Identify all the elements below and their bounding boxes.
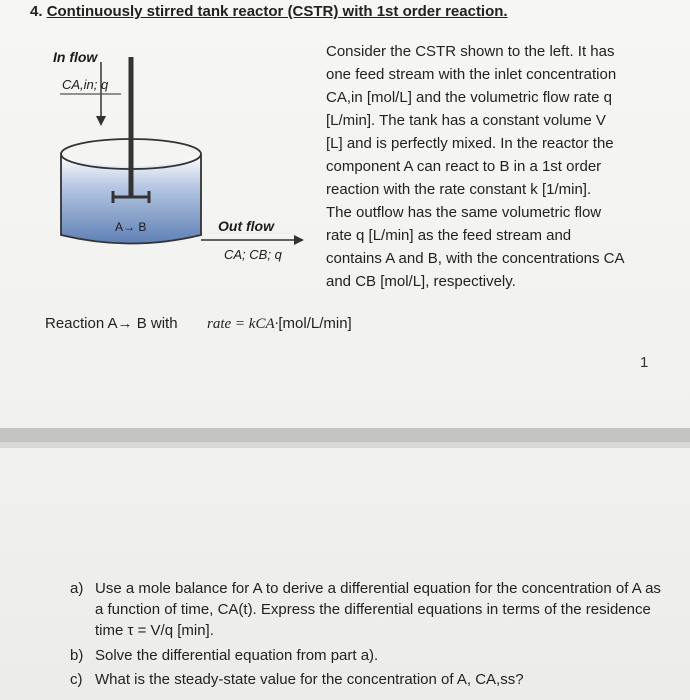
rate-formula: rate = kCA·	[207, 316, 279, 332]
description-line: Consider the CSTR shown to the left. It has	[326, 43, 615, 60]
question-label: c)	[70, 671, 83, 688]
question-item	[70, 578, 670, 641]
description-line: one feed stream with the inlet concentration	[326, 66, 617, 83]
problem-title: Continuously stirred tank reactor (CSTR) with 1st order reaction.	[46, 3, 508, 20]
question-list	[70, 578, 670, 690]
problem-number: 4.	[30, 3, 43, 20]
outflow-label: Out flow	[218, 218, 274, 234]
rate-unit: [mol/L/min]	[278, 315, 352, 332]
question-text: What is the steady-state value for the concentration of A, CA,ss?	[95, 671, 524, 688]
page-divider-shadow	[0, 442, 690, 448]
description-line: CA,in [mol/L] and the volumetric flow rate q	[326, 89, 612, 106]
outflow-arrow-icon	[294, 235, 304, 245]
description-line: reaction with the rate constant k [1/min].	[326, 181, 592, 198]
question-label: a)	[70, 580, 84, 597]
reaction-statement: Reaction A→ B with	[45, 315, 178, 332]
inflow-variables: CA,in; q	[62, 77, 109, 92]
description-line: The outflow has the same volumetric flow	[326, 204, 602, 221]
description-line: [L] and is perfectly mixed. In the reactor the	[326, 135, 614, 152]
question-text: Use a mole balance for A to derive a differential equation for the concentration of A as a function of time, CA(t). Express the differential equations in terms of the residence time τ = V/q [min].	[95, 580, 661, 639]
question-item	[70, 645, 670, 666]
inflow-label: In flow	[53, 49, 98, 65]
inflow-arrow-icon	[96, 116, 106, 126]
description-line: component A can react to B in a 1st order	[326, 158, 602, 175]
description-line: [L/min]. The tank has a constant volume V	[326, 112, 606, 129]
page-number: 1	[640, 354, 649, 371]
outflow-variables: CA; CB; q	[224, 247, 282, 262]
description-line: contains A and B, with the concentrations CA	[326, 250, 625, 267]
description-line: rate q [L/min] as the feed stream and	[326, 227, 572, 244]
reaction-in-tank: A→ B	[115, 220, 147, 234]
problem-description	[326, 40, 666, 293]
page-divider	[0, 428, 690, 442]
question-label: b)	[70, 647, 84, 664]
question-text: Solve the differential equation from part a).	[95, 647, 379, 664]
rate-expression	[207, 315, 352, 333]
description-line: and CB [mol/L], respectively.	[326, 273, 516, 290]
question-item	[70, 669, 670, 690]
